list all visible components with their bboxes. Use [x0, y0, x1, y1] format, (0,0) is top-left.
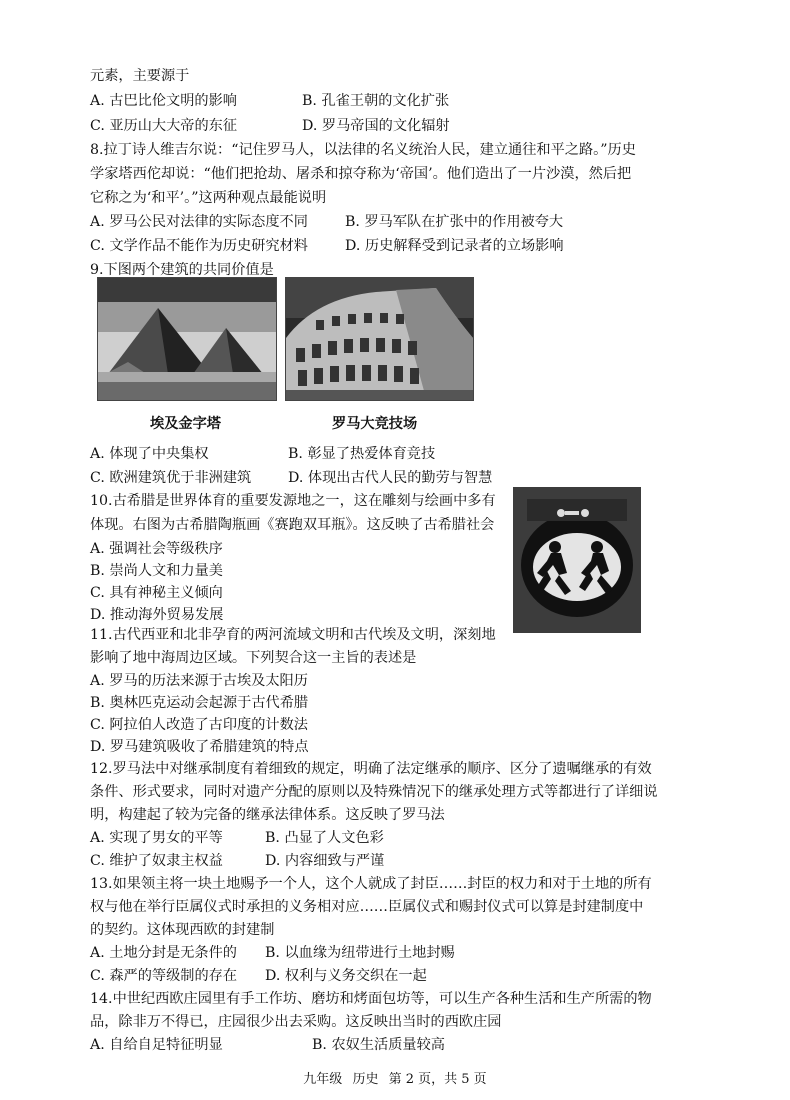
colosseum-photo — [285, 277, 474, 401]
pyramids-photo — [97, 277, 277, 401]
q8-stem-line2: 学家塔西佗却说：“他们把抢劫、屠杀和掠夺称为‘帝国’。他们造出了一片沙漠，然后把 — [90, 166, 632, 182]
page-footer — [0, 1068, 790, 1087]
q9-option-d: D. 体现出古代人民的勤劳与智慧 — [288, 470, 493, 486]
q13-option-b: B. 以血缘为纽带进行土地封赐 — [265, 945, 455, 961]
q14-stem-line2: 品，除非万不得已，庄园很少出去采购。这反映出当时的西欧庄园 — [90, 1014, 502, 1030]
q12-option-a: A. 实现了男女的平等 — [90, 830, 223, 846]
q10-option-b: B. 崇尚人文和力量美 — [90, 563, 223, 579]
q7-option-d: D. 罗马帝国的文化辐射 — [302, 118, 450, 134]
q14-option-a: A. 自给自足特征明显 — [90, 1037, 223, 1053]
q7-option-c: C. 亚历山大大帝的东征 — [90, 118, 238, 134]
q12-stem-line3: 明，构建起了较为完备的继承法律体系。这反映了罗马法 — [90, 807, 445, 823]
q9-option-c: C. 欧洲建筑优于非洲建筑 — [90, 470, 252, 486]
footer-page-number: 第 2 页，共 5 页 — [388, 1072, 487, 1087]
q8-option-d: D. 历史解释受到记录者的立场影响 — [345, 238, 564, 254]
caption-pyramids: 埃及金字塔 — [150, 416, 221, 432]
amphora-illustration — [513, 487, 641, 633]
q8-option-a: A. 罗马公民对法律的实际态度不同 — [90, 214, 308, 230]
q8-option-b: B. 罗马军队在扩张中的作用被夸大 — [345, 214, 564, 230]
q13-option-d: D. 权利与义务交织在一起 — [265, 968, 427, 984]
q9-option-a: A. 体现了中央集权 — [90, 446, 209, 462]
amphora-painting — [513, 487, 641, 633]
q8-option-c: C. 文学作品不能作为历史研究材料 — [90, 238, 308, 254]
q7-option-b: B. 孔雀王朝的文化扩张 — [302, 93, 450, 109]
colosseum-illustration — [286, 278, 473, 400]
q9-stem: 9.下图两个建筑的共同价值是 — [90, 262, 274, 278]
q7-option-a: A. 古巴比伦文明的影响 — [90, 93, 237, 109]
q8-stem-line1: 8.拉丁诗人维吉尔说：“记住罗马人，以法律的名义统治人民，建立通往和平之路。”历史 — [90, 142, 636, 158]
q13-stem-line3: 的契约。这体现西欧的封建制 — [90, 922, 275, 938]
caption-colosseum: 罗马大竞技场 — [332, 416, 418, 432]
q12-option-b: B. 凸显了人文色彩 — [265, 830, 384, 846]
q11-stem-line2: 影响了地中海周边区域。下列契合这一主旨的表述是 — [90, 650, 417, 666]
q14-option-b: B. 农奴生活质量较高 — [312, 1037, 445, 1053]
pyramids-illustration — [98, 278, 276, 400]
q12-option-d: D. 内容细致与严谨 — [265, 853, 385, 869]
q14-stem-line1: 14.中世纪西欧庄园里有手工作坊、磨坊和烤面包坊等，可以生产各种生活和生产所需的物 — [90, 991, 652, 1007]
footer-subject: 历史 — [352, 1072, 379, 1087]
q11-stem-line1: 11.古代西亚和北非孕育的两河流域文明和古代埃及文明，深刻地 — [90, 627, 496, 643]
q12-stem-line2: 条件、形式要求，同时对遗产分配的原则以及特殊情况下的继承处理方式等都进行了详细说 — [90, 784, 658, 800]
q8-stem-line3: 它称之为‘和平’。”这两种观点最能说明 — [90, 190, 327, 206]
q13-stem-line1: 13.如果领主将一块土地赐予一个人，这个人就成了封臣……封臣的权力和对于土地的所有 — [90, 876, 652, 892]
q10-option-a: A. 强调社会等级秩序 — [90, 541, 223, 557]
q10-option-c: C. 具有神秘主义倾向 — [90, 585, 223, 601]
q13-option-c: C. 森严的等级制的存在 — [90, 968, 238, 984]
q11-option-a: A. 罗马的历法来源于古埃及太阳历 — [90, 673, 308, 689]
q13-option-a: A. 土地分封是无条件的 — [90, 945, 237, 961]
q10-stem-line1: 10.古希腊是世界体育的重要发源地之一，这在雕刻与绘画中多有 — [90, 493, 496, 509]
q10-stem-line2: 体现。右图为古希腊陶瓶画《赛跑双耳瓶》。这反映了古希腊社会 — [90, 517, 495, 533]
footer-grade: 九年级 — [303, 1072, 343, 1087]
q10-option-d: D. 推动海外贸易发展 — [90, 607, 224, 623]
q11-option-b: B. 奥林匹克运动会起源于古代希腊 — [90, 695, 309, 711]
q7-continuation: 元素，主要源于 — [90, 68, 190, 84]
q11-option-d: D. 罗马建筑吸收了希腊建筑的特点 — [90, 739, 309, 755]
q12-option-c: C. 维护了奴隶主权益 — [90, 853, 223, 869]
q9-option-b: B. 彰显了热爱体育竞技 — [288, 446, 436, 462]
q11-option-c: C. 阿拉伯人改造了古印度的计数法 — [90, 717, 308, 733]
q12-stem-line1: 12.罗马法中对继承制度有着细致的规定，明确了法定继承的顺序、区分了遗嘱继承的有效 — [90, 761, 652, 777]
q13-stem-line2: 权与他在举行臣属仪式时承担的义务相对应……臣属仪式和赐封仪式可以算是封建制度中 — [90, 899, 644, 915]
